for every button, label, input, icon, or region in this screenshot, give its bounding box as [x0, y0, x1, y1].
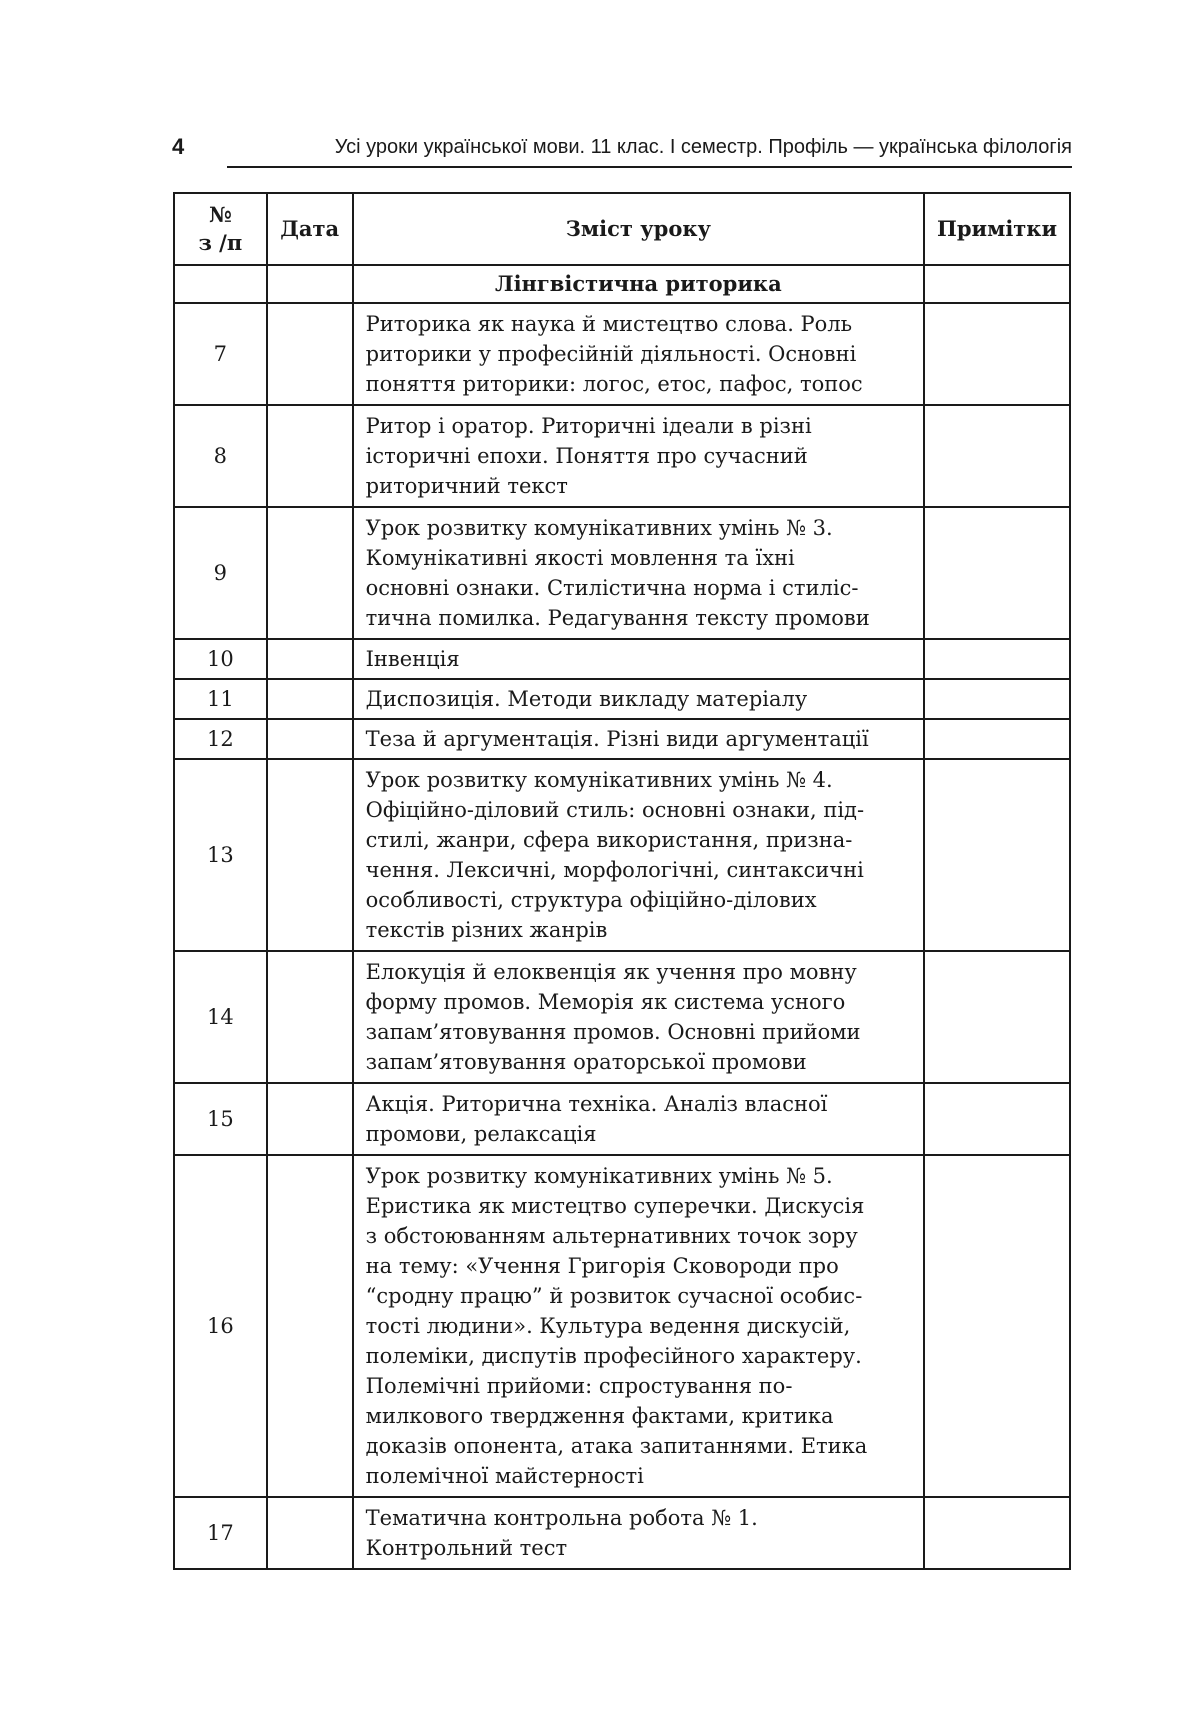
lesson-number: 7 — [174, 303, 267, 405]
lesson-notes — [924, 759, 1070, 951]
column-header-date: Дата — [267, 193, 353, 265]
lesson-number: 11 — [174, 679, 267, 719]
table-row — [174, 405, 1070, 507]
section-date-cell — [267, 265, 353, 303]
lesson-number: 13 — [174, 759, 267, 951]
lesson-number: 14 — [174, 951, 267, 1083]
lesson-number: 15 — [174, 1083, 267, 1155]
table-row — [174, 759, 1070, 951]
table-header-row — [174, 193, 1070, 265]
lesson-content: Диспозиція. Методи викладу матеріалу — [353, 679, 924, 719]
lesson-notes — [924, 679, 1070, 719]
lesson-date — [267, 1083, 353, 1155]
lesson-date — [267, 679, 353, 719]
lesson-content: Урок розвитку комунікативних умінь № 4. Офіційно-діловий стиль: основні ознаки, під- стилі, жанри, сфера використання, призна- чення. Лексичні, морфологічні, синтаксичні особливості, структура офіційно-ділових текстів різних жанрів — [353, 759, 924, 951]
lesson-date — [267, 405, 353, 507]
lesson-date — [267, 1497, 353, 1569]
page-header — [172, 128, 1072, 168]
lesson-notes — [924, 405, 1070, 507]
table-row — [174, 1155, 1070, 1497]
lesson-notes — [924, 1155, 1070, 1497]
page-number: 4 — [172, 134, 185, 159]
lesson-number: 12 — [174, 719, 267, 759]
lesson-date — [267, 719, 353, 759]
lesson-date — [267, 951, 353, 1083]
lesson-number: 9 — [174, 507, 267, 639]
lesson-content: Урок розвитку комунікативних умінь № 3. Комунікативні якості мовлення та їхні основні ознаки. Стилістична норма і стиліс- тична помилка. Редагування тексту промови — [353, 507, 924, 639]
column-header-content: Зміст уроку — [353, 193, 924, 265]
section-num-cell — [174, 265, 267, 303]
lesson-content: Ритор і оратор. Риторичні ідеали в різні історичні епохи. Поняття про сучасний риторичний текст — [353, 405, 924, 507]
lesson-notes — [924, 303, 1070, 405]
lesson-notes — [924, 507, 1070, 639]
lesson-content: Риторика як наука й мистецтво слова. Роль риторики у професійній діяльності. Основні поняття риторики: логос, етос, пафос, топос — [353, 303, 924, 405]
lesson-notes — [924, 951, 1070, 1083]
section-notes-cell — [924, 265, 1070, 303]
table-row — [174, 951, 1070, 1083]
table-row — [174, 679, 1070, 719]
column-header-notes: Примітки — [924, 193, 1070, 265]
table-row — [174, 719, 1070, 759]
lesson-number: 8 — [174, 405, 267, 507]
table-row — [174, 1497, 1070, 1569]
lesson-notes — [924, 719, 1070, 759]
header-rule — [227, 166, 1072, 168]
column-header-number — [174, 193, 267, 265]
lesson-notes — [924, 1497, 1070, 1569]
section-row — [174, 265, 1070, 303]
lesson-content: Урок розвитку комунікативних умінь № 5. Еристика як мистецтво суперечки. Дискусія з обстоюванням альтернативних точок зору на тему: «Учення Григорія Сковороди про “сродну працю” й розвиток сучасної особис- тості людини». Культура ведення дискусій, полеміки, диспутів професійного характеру. Полемічні прийоми: спростування по- милкового твердження фактами, критика доказів опонента, атака запитаннями. Етика полемічної майстерності — [353, 1155, 924, 1497]
lesson-date — [267, 507, 353, 639]
lesson-content: Теза й аргументація. Різні види аргументації — [353, 719, 924, 759]
lesson-content: Елокуція й елоквенція як учення про мовну форму промов. Меморія як система усного запам’ятовування промов. Основні прийоми запам’ятовування ораторської промови — [353, 951, 924, 1083]
lesson-date — [267, 1155, 353, 1497]
lesson-date — [267, 639, 353, 679]
lesson-content: Акція. Риторична техніка. Аналіз власної промови, релаксація — [353, 1083, 924, 1155]
lesson-plan-table — [173, 192, 1071, 1570]
running-title: Усі уроки української мови. 11 клас. І семестр. Профіль — українська філологія — [334, 136, 1072, 158]
section-title: Лінгвістична риторика — [353, 265, 924, 303]
column-header-number-line2: з /п — [198, 230, 243, 255]
lesson-number: 10 — [174, 639, 267, 679]
lesson-content: Тематична контрольна робота № 1. Контрольний тест — [353, 1497, 924, 1569]
table-row — [174, 639, 1070, 679]
table-row — [174, 507, 1070, 639]
table-row — [174, 1083, 1070, 1155]
lesson-notes — [924, 639, 1070, 679]
lesson-date — [267, 759, 353, 951]
lesson-notes — [924, 1083, 1070, 1155]
lesson-number: 17 — [174, 1497, 267, 1569]
lesson-date — [267, 303, 353, 405]
lesson-number: 16 — [174, 1155, 267, 1497]
column-header-number-line1: № — [208, 202, 232, 227]
table-row — [174, 303, 1070, 405]
lesson-content: Інвенція — [353, 639, 924, 679]
